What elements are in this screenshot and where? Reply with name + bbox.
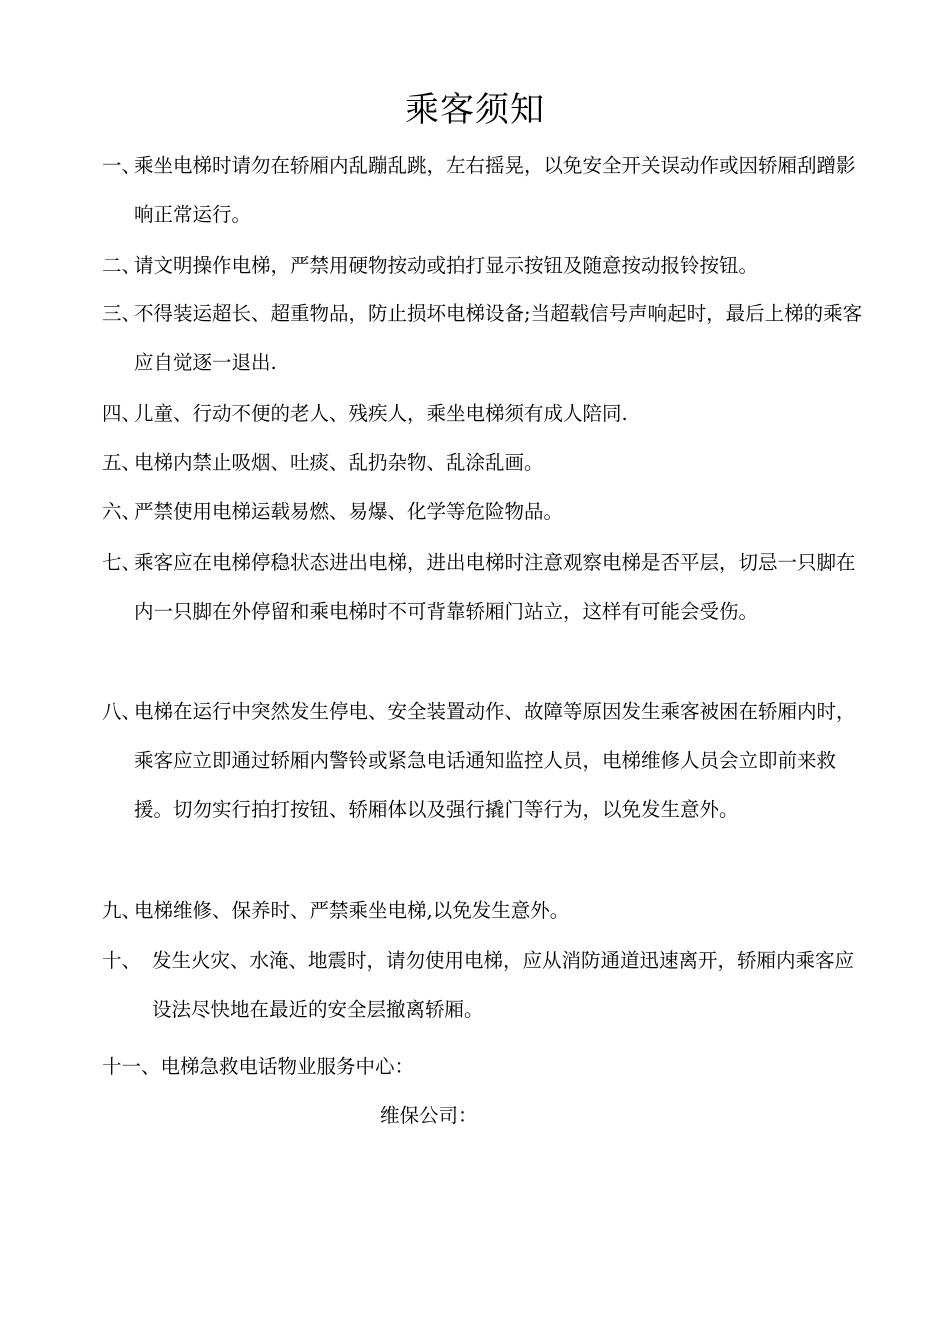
notice-item-7 [102,538,872,636]
notice-item-3 [102,289,872,387]
notice-item-10 [102,936,872,1034]
item-text: 发生火灾、水淹、地震时，请勿使用电梯，应从消防通道迅速离开，轿厢内乘客应设法尽快地在最近的安全层撤离轿厢。 [152,949,855,1021]
notice-item-4 [102,389,872,438]
item-number: 九、 [102,899,142,922]
item-number: 七、 [102,551,142,574]
notice-item-2 [102,241,872,290]
item-text: 严禁使用电梯运载易燃、易爆、化学等危险物品。 [134,500,564,523]
item-number: 一、 [102,154,142,177]
notice-item-5 [102,438,872,487]
item-text: 乘客应在电梯停稳状态进出电梯，进出电梯时注意观察电梯是否平层，切忌一只脚在内一只脚在外停留和乘电梯时不可背靠轿厢门站立，这样有可能会受伤。 [134,551,856,623]
item-text: 电梯内禁止吸烟、吐痰、乱扔杂物、乱涂乱画。 [134,451,544,474]
item-number: 三、 [102,302,142,325]
item-text: 电梯维修、保养时、严禁乘坐电梯,以免发生意外。 [134,899,570,922]
emergency-phone-line: 十一、电梯急救电话物业服务中心： [102,1055,415,1078]
item-text: 请文明操作电梯，严禁用硬物按动或拍打显示按钮及随意按动报铃按钮。 [134,254,759,277]
item-number: 八、 [102,700,142,723]
notice-item-1 [102,141,872,239]
item-number: 十、 [102,949,142,972]
notice-item-8 [102,687,872,834]
item-text: 不得装运超长、超重物品，防止损坏电梯设备;当超载信号声响起时，最后上梯的乘客应自觉逐一退出. [134,302,863,374]
notice-item-9 [102,886,872,935]
item-number: 六、 [102,500,142,523]
item-number: 五、 [102,451,142,474]
notice-item-6 [102,487,872,536]
item-number: 四、 [102,402,142,425]
page-title: 乘客须知 [405,90,545,130]
item-text: 乘坐电梯时请勿在轿厢内乱蹦乱跳，左右摇晃，以免安全开关误动作或因轿厢刮蹭影响正常运行。 [134,154,856,226]
maintenance-company-line: 维保公司： [380,1104,478,1127]
item-number: 二、 [102,254,142,277]
item-text: 电梯在运行中突然发生停电、安全装置动作、故障等原因发生乘客被困在轿厢内时，乘客应立即通过轿厢内警铃或紧急电话通知监控人员，电梯维修人员会立即前来救援。切勿实行拍打按钮、轿厢体以及强行撬门等行为，以免发生意外。 [134,700,856,821]
item-text: 儿童、行动不便的老人、残疾人，乘坐电梯须有成人陪同. [134,402,628,425]
